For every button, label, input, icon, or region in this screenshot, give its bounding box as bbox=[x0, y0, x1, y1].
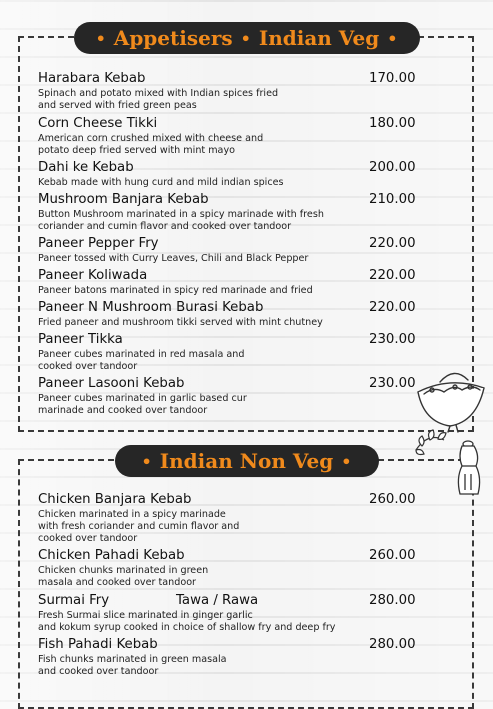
item-price: 280.00 bbox=[369, 593, 416, 608]
item-desc: and cooked over tandoor bbox=[38, 666, 159, 677]
item-name: Surmai Fry bbox=[38, 593, 110, 608]
item-desc: and kokum syrup cooked in choice of shallow fry and deep fry bbox=[38, 622, 336, 633]
item-desc: with fresh coriander and cumin flavor and bbox=[38, 521, 240, 532]
item-desc: American corn crushed mixed with cheese and bbox=[38, 133, 264, 144]
item-name: Mushroom Banjara Kebab bbox=[38, 192, 209, 207]
item-desc: cooked over tandoor bbox=[38, 533, 138, 544]
title-text: Indian Non Veg bbox=[159, 449, 334, 473]
item-price: 230.00 bbox=[369, 376, 416, 391]
herb-sprig-icon bbox=[416, 430, 446, 455]
item-price: 180.00 bbox=[369, 116, 416, 131]
item-desc: potato deep fried served with mint mayo bbox=[38, 145, 235, 156]
title-dot: • bbox=[141, 451, 152, 471]
item-name: Paneer Pepper Fry bbox=[38, 236, 159, 251]
item-desc: Paneer cubes marinated in garlic based cur bbox=[38, 393, 247, 404]
item-desc: marinade and cooked over tandoor bbox=[38, 405, 208, 416]
item-name: Fish Pahadi Kebab bbox=[38, 637, 158, 652]
item-name: Paneer Koliwada bbox=[38, 268, 148, 283]
section-title-nonveg bbox=[115, 445, 379, 477]
section-title-veg bbox=[74, 22, 420, 54]
item-price: 220.00 bbox=[369, 236, 416, 251]
item-name: Chicken Pahadi Kebab bbox=[38, 548, 185, 563]
menu-item bbox=[38, 71, 418, 111]
item-name: Harabara Kebab bbox=[38, 71, 146, 86]
menu-item bbox=[38, 548, 418, 588]
bowl-illustration-icon bbox=[418, 373, 484, 432]
menu-item bbox=[38, 116, 418, 156]
item-name: Dahi ke Kebab bbox=[38, 160, 134, 175]
item-price: 260.00 bbox=[369, 492, 416, 507]
menu-item bbox=[38, 332, 418, 372]
title-dot: • bbox=[341, 451, 352, 471]
item-desc: Chicken chunks marinated in green bbox=[38, 565, 209, 576]
menu-item bbox=[38, 637, 418, 677]
item-name: Paneer N Mushroom Burasi Kebab bbox=[38, 300, 264, 315]
item-desc: Chicken marinated in a spicy marinade bbox=[38, 509, 226, 520]
food-illustration bbox=[410, 370, 493, 500]
menu-item bbox=[38, 593, 418, 633]
item-price: 260.00 bbox=[369, 548, 416, 563]
item-desc: Spinach and potato mixed with Indian spices fried bbox=[38, 88, 279, 99]
pepper-grinder-icon bbox=[458, 441, 479, 494]
menu-item bbox=[38, 268, 418, 296]
item-desc: masala and cooked over tandoor bbox=[38, 577, 197, 588]
item-name: Chicken Banjara Kebab bbox=[38, 492, 192, 507]
item-price: 170.00 bbox=[369, 71, 416, 86]
item-desc: Fish chunks marinated in green masala bbox=[38, 654, 227, 665]
item-price: 220.00 bbox=[369, 268, 416, 283]
item-desc: Button Mushroom marinated in a spicy marinade with fresh bbox=[38, 209, 324, 220]
item-desc: cooked over tandoor bbox=[38, 361, 138, 372]
item-name: Paneer Lasooni Kebab bbox=[38, 376, 185, 391]
title-text-right: Indian Veg bbox=[258, 26, 380, 50]
item-variant: Tawa / Rawa bbox=[176, 593, 259, 608]
item-desc: coriander and cumin flavor and cooked over tandoor bbox=[38, 221, 292, 232]
item-name: Corn Cheese Tikki bbox=[38, 116, 158, 131]
item-desc: Paneer tossed with Curry Leaves, Chili and Black Pepper bbox=[38, 253, 309, 264]
item-desc: and served with fried green peas bbox=[38, 100, 197, 111]
item-desc: Paneer cubes marinated in red masala and bbox=[38, 349, 245, 360]
item-desc: Paneer batons marinated in spicy red marinade and fried bbox=[38, 285, 313, 296]
item-price: 200.00 bbox=[369, 160, 416, 175]
title-text-left: Appetisers bbox=[113, 26, 233, 50]
item-desc: Kebab made with hung curd and mild indian spices bbox=[38, 177, 284, 188]
title-dot: • bbox=[95, 28, 106, 48]
title-dot: • bbox=[387, 28, 398, 48]
item-desc: Fried paneer and mushroom tikki served with mint chutney bbox=[38, 317, 323, 328]
item-price: 230.00 bbox=[369, 332, 416, 347]
menu-item bbox=[38, 492, 418, 544]
item-desc: Fresh Surmai slice marinated in ginger garlic bbox=[38, 610, 253, 621]
item-price: 220.00 bbox=[369, 300, 416, 315]
menu-item bbox=[38, 160, 418, 188]
item-price: 280.00 bbox=[369, 637, 416, 652]
menu-item bbox=[38, 236, 418, 264]
item-price: 210.00 bbox=[369, 192, 416, 207]
item-name: Paneer Tikka bbox=[38, 332, 123, 347]
menu-item bbox=[38, 192, 418, 232]
menu-item bbox=[38, 300, 418, 328]
menu-item bbox=[38, 376, 418, 416]
title-dot: • bbox=[240, 28, 251, 48]
